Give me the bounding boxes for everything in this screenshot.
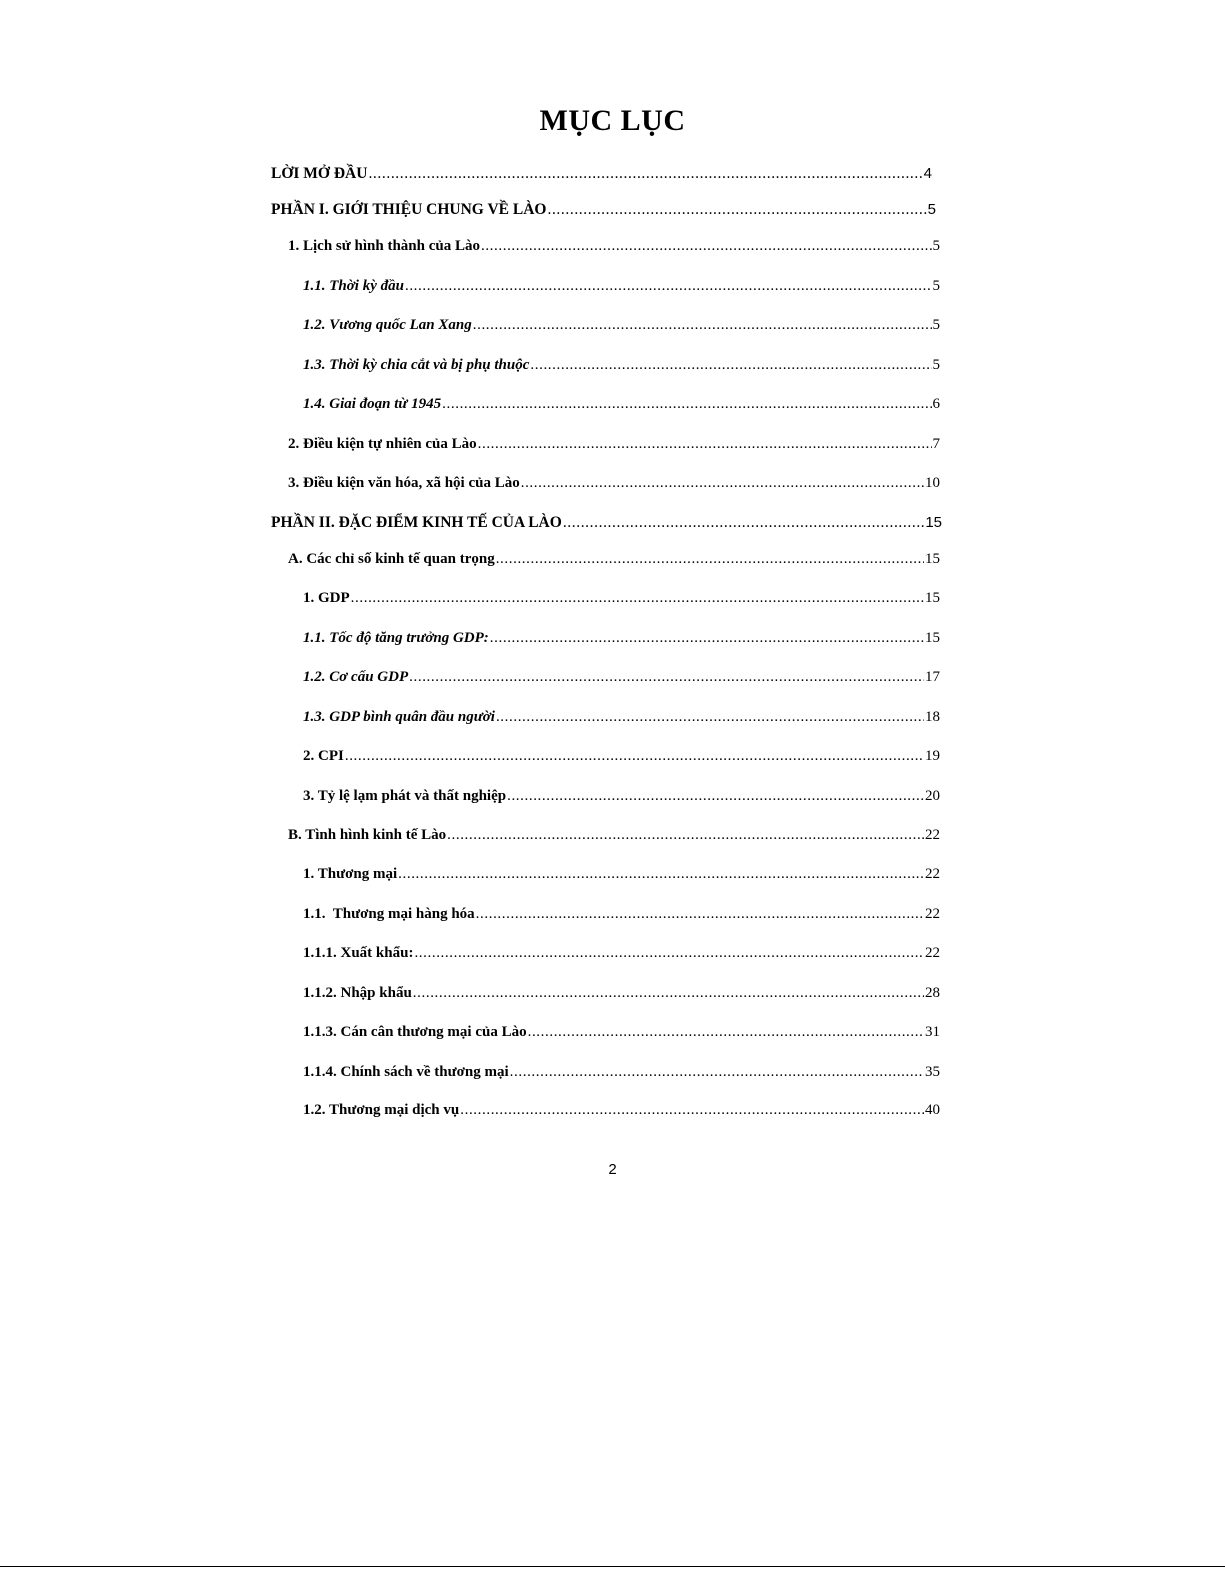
toc-entry-label: 1.2. Cơ cấu GDP: [303, 669, 409, 685]
toc-entry-culture-society[interactable]: [288, 473, 940, 493]
toc-entry-page: 35: [925, 1064, 940, 1080]
leader-dots: [496, 549, 924, 569]
toc-entry-label: 1. Lịch sử hình thành của Lào: [288, 238, 480, 254]
leader-dots: [345, 746, 924, 766]
toc-entry-label: A. Các chỉ số kinh tế quan trọng: [288, 551, 495, 567]
toc-entry-page: 22: [925, 945, 940, 961]
leader-dots: [476, 904, 924, 924]
toc-entry-label: LỜI MỞ ĐẦU: [271, 165, 368, 182]
leader-dots: [351, 588, 924, 608]
leader-dots: [496, 707, 924, 727]
toc-entry-label: 1.3. GDP bình quân đầu người: [303, 709, 495, 725]
leader-dots: [510, 1062, 924, 1082]
toc-entry-page: 22: [925, 827, 940, 843]
toc-entry-label: 3. Điều kiện văn hóa, xã hội của Lào: [288, 475, 520, 491]
toc-entry-services-trade[interactable]: [303, 1100, 940, 1120]
leader-dots: [405, 276, 932, 296]
leader-dots: [442, 394, 931, 414]
leader-dots: [547, 200, 926, 220]
page-bottom-rule: [0, 1566, 1225, 1567]
toc-entry-page: 5: [932, 278, 940, 294]
toc-entry-label: 1.1.1. Xuất khẩu:: [303, 945, 414, 961]
toc-entry-page: 18: [925, 709, 940, 725]
leader-dots: [478, 434, 932, 454]
leader-dots: [409, 667, 924, 687]
toc-entry-page: 40: [925, 1102, 940, 1118]
leader-dots: [563, 513, 925, 533]
leader-dots: [473, 315, 932, 335]
toc-entry-lan-xang[interactable]: [303, 315, 940, 335]
toc-entry-label: 1.1. Thương mại hàng hóa: [303, 906, 475, 922]
toc-entry-gdp-growth[interactable]: [303, 628, 940, 648]
toc-entry-label: 1.1.3. Cán cân thương mại của Lào: [303, 1024, 527, 1040]
toc-entry-label: 1.2. Vương quốc Lan Xang: [303, 317, 472, 333]
toc-entry-label: PHẦN II. ĐẶC ĐIỂM KINH TẾ CỦA LÀO: [271, 514, 562, 531]
toc-entry-page: 22: [925, 906, 940, 922]
toc-entry-label: 1.1.4. Chính sách về thương mại: [303, 1064, 509, 1080]
toc-entry-imports[interactable]: [303, 983, 940, 1003]
toc-entry-gdp-structure[interactable]: [303, 667, 940, 687]
toc-entry-economic-situation[interactable]: [288, 825, 940, 845]
leader-dots: [398, 864, 924, 884]
toc-entry-page: 20: [925, 788, 940, 804]
leader-dots: [413, 983, 924, 1003]
toc-entry-trade-policy[interactable]: [303, 1062, 940, 1082]
toc-entry-page: 5: [932, 238, 940, 254]
toc-entry-page: 5: [932, 357, 940, 373]
toc-entry-goods-trade[interactable]: [303, 904, 940, 924]
toc-entry-economic-indicators[interactable]: [288, 549, 940, 569]
toc-entry-label: 2. CPI: [303, 748, 344, 764]
leader-dots: [447, 825, 924, 845]
toc-entry-trade[interactable]: [303, 864, 940, 884]
leader-dots: [368, 164, 922, 184]
toc-entry-label: 1. GDP: [303, 590, 350, 606]
leader-dots: [490, 628, 924, 648]
toc-entry-page: 22: [925, 866, 940, 882]
toc-entry-gdp[interactable]: [303, 588, 940, 608]
toc-entry-gdp-per-capita[interactable]: [303, 707, 940, 727]
toc-entry-part-1[interactable]: [271, 200, 936, 220]
leader-dots: [521, 473, 924, 493]
toc-entry-natural-conditions[interactable]: [288, 434, 940, 454]
toc-entry-page: 15: [925, 590, 940, 606]
toc-entry-label: 1.1. Tốc độ tăng trưởng GDP:: [303, 630, 489, 646]
toc-entry-label: 2. Điều kiện tự nhiên của Lào: [288, 436, 477, 452]
leader-dots: [528, 1022, 924, 1042]
leader-dots: [414, 943, 924, 963]
toc-entry-history[interactable]: [288, 236, 940, 256]
toc-entry-page: 31: [925, 1024, 940, 1040]
toc-entry-page: 5: [932, 317, 940, 333]
toc-entry-label: 3. Tỷ lệ lạm phát và thất nghiệp: [303, 788, 507, 804]
toc-entry-label: 1.3. Thời kỳ chia cắt và bị phụ thuộc: [303, 357, 530, 373]
toc-entry-page: 15: [925, 630, 940, 646]
toc-entry-inflation-unemployment[interactable]: [303, 786, 940, 806]
leader-dots: [481, 236, 932, 256]
toc-entry-cpi[interactable]: [303, 746, 940, 766]
toc-entry-page: 15: [925, 551, 940, 567]
page-number: 2: [608, 1161, 617, 1178]
toc-entry-page: 6: [932, 396, 940, 412]
toc-entry-since-1945[interactable]: [303, 394, 940, 414]
toc-entry-label: PHẦN I. GIỚI THIỆU CHUNG VỀ LÀO: [271, 201, 547, 218]
toc-entry-page: 19: [925, 748, 940, 764]
toc-entry-page: 17: [925, 669, 940, 685]
toc-entry-trade-balance[interactable]: [303, 1022, 940, 1042]
toc-entry-part-2[interactable]: [271, 513, 942, 533]
toc-entry-label: 1. Thương mại: [303, 866, 398, 882]
page-title: MỤC LỤC: [539, 104, 686, 137]
toc-entry-division-period[interactable]: [303, 355, 940, 375]
toc-entry-page: 10: [925, 475, 940, 491]
toc-entry-label: B. Tình hình kinh tế Lào: [288, 827, 447, 843]
toc-entry-page: 4: [923, 165, 932, 182]
toc-entry-page: 15: [925, 514, 942, 531]
leader-dots: [507, 786, 924, 806]
leader-dots: [530, 355, 931, 375]
toc-entry-page: 28: [925, 985, 940, 1001]
toc-entry-label: 1.1.2. Nhập khẩu: [303, 985, 412, 1001]
toc-entry-page: 7: [932, 436, 940, 452]
toc-entry-label: 1.2. Thương mại dịch vụ: [303, 1102, 460, 1118]
toc-entry-early-period[interactable]: [303, 276, 940, 296]
toc-entry-exports[interactable]: [303, 943, 940, 963]
toc-entry-intro[interactable]: [271, 164, 932, 184]
toc-entry-label: 1.4. Giai đoạn từ 1945: [303, 396, 442, 412]
toc-entry-page: 5: [927, 201, 936, 218]
leader-dots: [460, 1100, 924, 1120]
toc-entry-label: 1.1. Thời kỳ đầu: [303, 278, 404, 294]
